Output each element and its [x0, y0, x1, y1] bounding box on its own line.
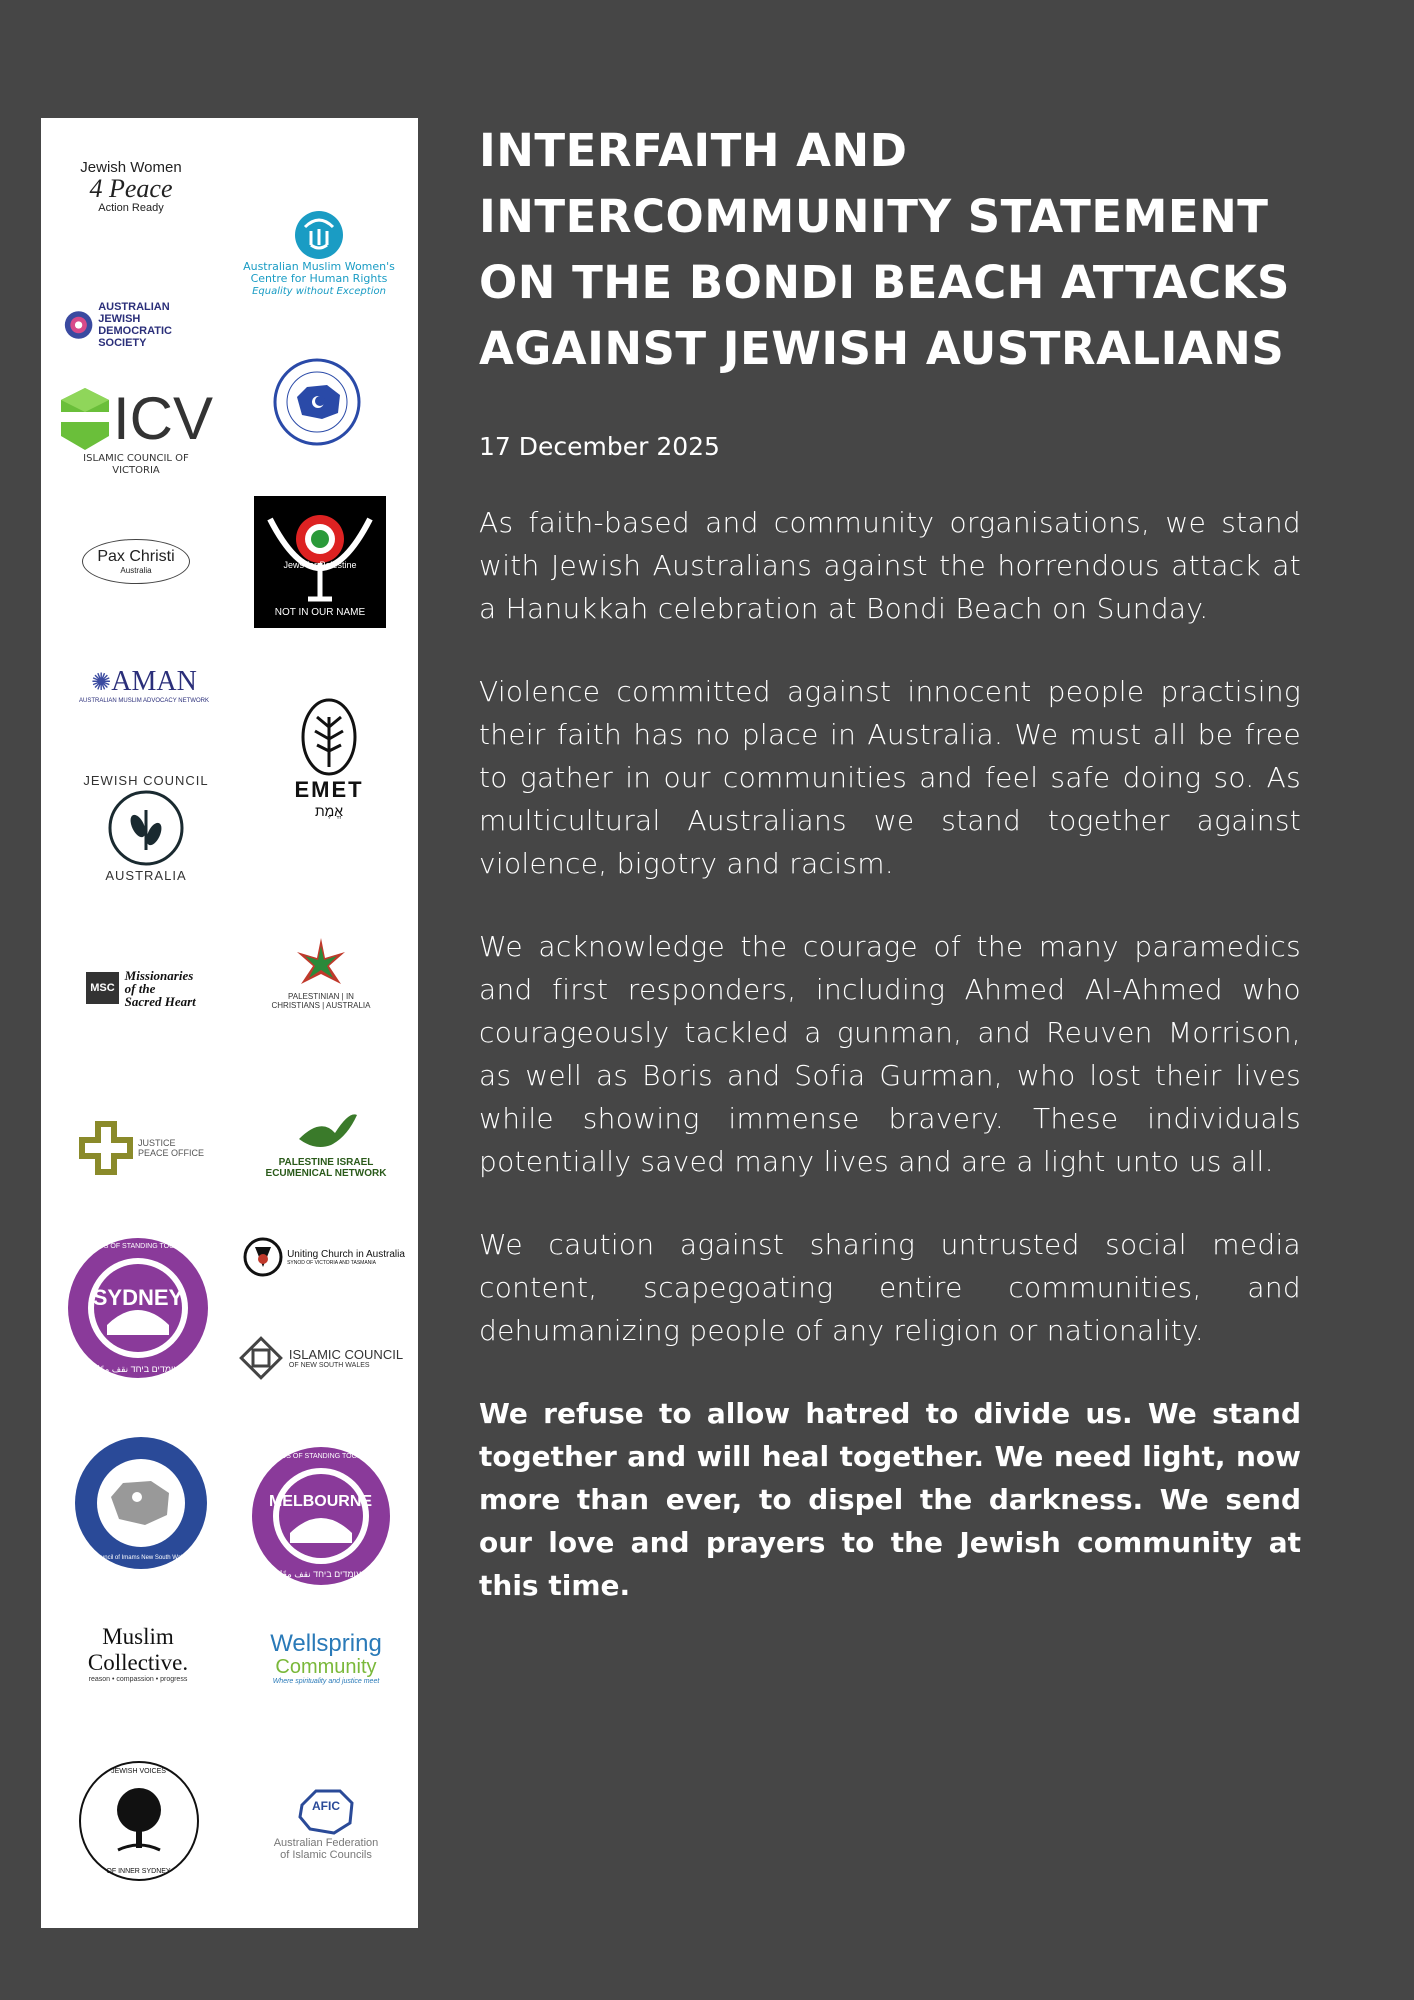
amwchr-emblem-icon	[289, 205, 349, 261]
statement-content	[479, 118, 1301, 1607]
logo-text: ICV	[112, 385, 214, 452]
logo-text: OF INNER SYDNEY	[106, 1868, 171, 1875]
logo-text: EMET	[294, 777, 364, 802]
title-line: INTERCOMMUNITY STATEMENT	[479, 190, 1269, 243]
logo-uniting-church-in-australia	[239, 1230, 409, 1284]
logo-missionaries-of-the-sacred-heart	[71, 958, 211, 1018]
logo-friends-of-standing-together-melbourne	[248, 1443, 393, 1588]
menorah-icon	[260, 507, 380, 607]
logo-jews-for-palestine	[254, 496, 386, 628]
logo-text: MSC	[86, 972, 118, 1004]
logo-text: OF NEW SOUTH WALES	[288, 1362, 370, 1369]
logo-palestinian-christians-in-australia	[246, 918, 396, 1028]
logo-text: MELBOURNE	[268, 1493, 373, 1510]
logo-text: DEMOCRATIC SOCIETY	[98, 325, 172, 349]
logo-text: Council of Imams New South Wales	[93, 1555, 189, 1561]
logo-text: ISLAMIC COUNCIL OF VICTORIA	[83, 453, 189, 476]
emet-tree-icon	[299, 697, 359, 777]
icv-cube-icon	[59, 386, 111, 452]
logo-text: Collective.	[87, 1649, 189, 1675]
logo-text: AFIC	[312, 1799, 340, 1813]
logo-text: Uniting Church in Australia	[287, 1248, 405, 1260]
ajds-emblem-icon	[63, 308, 94, 342]
uca-emblem-icon	[243, 1237, 283, 1277]
logo-muslim-collective	[63, 1613, 213, 1693]
logo-text: Pax Christi	[97, 547, 175, 565]
logo-council-of-imams-nsw	[71, 1433, 211, 1573]
logo-text: Jews for Palestine	[283, 560, 357, 570]
paragraph-4: We caution against sharing untrusted social media content, scapegoating entire communities, and dehumanizing people of any religion or nationality.	[479, 1228, 1301, 1347]
logo-islamic-council-of-nsw	[226, 1328, 416, 1388]
closing-paragraph: We refuse to allow hatred to divide us. We stand together and will heal together. We need light, now more than ever, to dispel the darkness. We send our love and prayers to the Jewish community at this time.	[479, 1397, 1301, 1602]
logo-text: of the	[124, 980, 156, 996]
paragraph-1: As faith-based and community organisations, we stand with Jewish Australians against the horrendous attack at a Hanukkah celebration at Bondi Beach on Sunday.	[479, 506, 1301, 625]
logo-text: FRIENDS OF STANDING TOGETHER	[77, 1243, 199, 1250]
logo-jewish-women-4-peace	[56, 146, 206, 226]
logo-text: Action Ready	[98, 201, 164, 214]
logo-text: Sacred Heart	[124, 993, 196, 1009]
logo-text: reason • compassion • progress	[88, 1675, 188, 1683]
logo-text: אֱמֶת	[314, 803, 344, 819]
logo-text: Jewish Women	[80, 158, 182, 176]
logo-text: SYDNEY	[92, 1285, 184, 1310]
logo-friends-of-standing-together-sydney	[63, 1233, 213, 1383]
logo-text: FRIENDS OF STANDING TOGETHER	[260, 1453, 381, 1460]
jvis-tree-icon	[78, 1760, 200, 1882]
paragraph-2: Violence committed against innocent people practising their faith has no place in Australia. We must all be free to gather in our communities and feel safe doing so. As multicultural Australians we stand together against violence, bigotry and racism.	[479, 675, 1301, 880]
logo-text: JUSTICE	[137, 1138, 176, 1148]
anic-emblem-icon	[272, 357, 362, 447]
logo-australian-federation-of-islamic-councils	[251, 1773, 401, 1873]
logo-text: Australian Muslim Women's	[243, 259, 395, 273]
logo-jewish-voices-of-inner-sydney	[76, 1758, 201, 1883]
icnsw-pattern-icon	[239, 1336, 283, 1380]
logo-text: ISLAMIC COUNCIL	[288, 1347, 404, 1362]
logo-aman	[69, 658, 219, 712]
logo-text: JEWISH COUNCIL	[83, 773, 209, 788]
logo-pax-christi	[76, 531, 196, 591]
logo-australian-jewish-democratic-society	[63, 303, 213, 347]
logo-text: PEACE OFFICE	[137, 1148, 204, 1158]
title-line: INTERFAITH AND	[479, 124, 908, 177]
logo-text: Muslim	[102, 1623, 174, 1649]
logo-text: 4 Peace	[89, 173, 173, 203]
logo-text: AUSTRALIAN JEWISH	[98, 301, 170, 325]
partner-logos-panel	[41, 118, 418, 1928]
logo-text: AUSTRALIA	[105, 868, 187, 883]
logo-palestine-israel-ecumenical-network	[251, 1093, 401, 1193]
cinsw-emblem-icon	[73, 1435, 209, 1571]
logo-text: JEWISH VOICES	[111, 1768, 166, 1775]
logo-text: Where spirituality and justice meet	[272, 1677, 380, 1685]
logo-text: PALESTINIAN | IN	[288, 992, 354, 1001]
logo-text: AUSTRALIAN MUSLIM ADVOCACY NETWORK	[79, 698, 209, 704]
jca-leaf-icon	[106, 788, 186, 868]
logo-text: Wellspring	[270, 1629, 382, 1657]
fost-melbourne-emblem-icon	[250, 1445, 392, 1587]
logo-text: עומדים ביחד نقف معًا	[97, 1364, 179, 1374]
jpo-cross-icon	[78, 1120, 134, 1176]
aman-star-icon: ✺	[91, 668, 112, 696]
logo-text: SYNOD OF VICTORIA AND TASMANIA	[287, 1259, 376, 1266]
page-title	[479, 118, 1301, 382]
logo-text: Missionaries	[124, 967, 194, 983]
logo-text: PALESTINE ISRAEL	[278, 1157, 374, 1168]
pca-star-icon	[293, 936, 349, 992]
logo-text: of Islamic Councils	[280, 1849, 372, 1861]
logo-text: Centre for Human Rights	[250, 272, 388, 286]
logo-emet	[279, 688, 379, 828]
logo-text: עומדים ביחד نقف معًا	[279, 1569, 362, 1579]
logo-text: AMAN	[111, 666, 197, 697]
logo-islamic-council-of-victoria	[61, 380, 214, 480]
paragraph-3: We acknowledge the courage of the many paramedics and first responders, including Ahmed Al-Ahmed who courageously tackled a gunman, and Reuven Morrison, as well as Boris and Sofia Gurman, who lost their lives while showing immense bravery. These individuals potentially saved many lives and are a light unto us all.	[479, 930, 1301, 1178]
dove-icon	[291, 1107, 361, 1157]
title-line: AGAINST JEWISH AUSTRALIANS	[479, 322, 1285, 375]
logo-text: Australian Federation	[273, 1837, 379, 1849]
logo-wellspring-community	[246, 1618, 406, 1698]
logo-justice-peace-office	[71, 1118, 211, 1178]
logo-text: ECUMENICAL NETWORK	[265, 1168, 387, 1179]
logo-australian-muslim-womens-centre	[239, 196, 399, 306]
logo-text: NOT IN OUR NAME	[274, 606, 366, 618]
logo-jewish-council-of-australia	[81, 758, 211, 898]
logo-text: CHRISTIANS | AUSTRALIA	[271, 1001, 371, 1010]
statement-date: 17 December 2025	[479, 432, 720, 461]
title-line: ON THE BONDI BEACH ATTACKS	[479, 256, 1290, 309]
logo-australian-national-imams-council	[271, 356, 363, 448]
logo-text: Community	[275, 1655, 377, 1678]
logo-text: Australia	[120, 565, 152, 575]
logo-text: Equality without Exception	[252, 285, 386, 297]
